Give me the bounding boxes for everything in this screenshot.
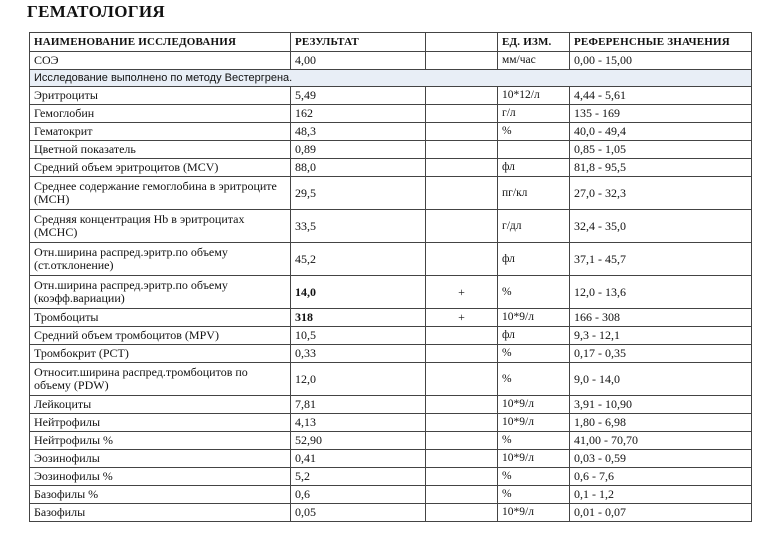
result-flag xyxy=(426,396,498,414)
test-unit: % xyxy=(498,276,570,309)
table-row xyxy=(30,504,752,522)
test-unit: % xyxy=(498,468,570,486)
reference-range: 1,80 - 6,98 xyxy=(570,414,752,432)
test-unit: 10*9/л xyxy=(498,309,570,327)
test-result: 52,90 xyxy=(291,432,426,450)
table-row xyxy=(30,105,752,123)
hematology-table xyxy=(29,32,752,522)
test-name: Отн.ширина распред.эритр.по объему (коэфф.вариации) xyxy=(30,276,291,309)
test-name: Базофилы xyxy=(30,504,291,522)
test-unit: фл xyxy=(498,243,570,276)
test-name: Средняя концентрация Hb в эритроцитах (MCHC) xyxy=(30,210,291,243)
test-result: 4,13 xyxy=(291,414,426,432)
result-flag xyxy=(426,87,498,105)
table-row xyxy=(30,276,752,309)
test-unit: % xyxy=(498,123,570,141)
test-result: 48,3 xyxy=(291,123,426,141)
reference-range: 27,0 - 32,3 xyxy=(570,177,752,210)
reference-range: 12,0 - 13,6 xyxy=(570,276,752,309)
test-name: Тромбоциты xyxy=(30,309,291,327)
test-unit: % xyxy=(498,432,570,450)
test-result: 0,41 xyxy=(291,450,426,468)
table-row xyxy=(30,345,752,363)
reference-range: 0,00 - 15,00 xyxy=(570,52,752,70)
test-name: Тромбокрит (PCT) xyxy=(30,345,291,363)
test-name: Средний объем эритроцитов (MCV) xyxy=(30,159,291,177)
test-name: Среднее содержание гемоглобина в эритроците (MCH) xyxy=(30,177,291,210)
table-row xyxy=(30,450,752,468)
result-flag xyxy=(426,432,498,450)
reference-range: 166 - 308 xyxy=(570,309,752,327)
test-result: 10,5 xyxy=(291,327,426,345)
table-row xyxy=(30,432,752,450)
result-flag xyxy=(426,123,498,141)
reference-range: 81,8 - 95,5 xyxy=(570,159,752,177)
reference-range: 0,01 - 0,07 xyxy=(570,504,752,522)
test-name: Нейтрофилы % xyxy=(30,432,291,450)
reference-range: 0,85 - 1,05 xyxy=(570,141,752,159)
method-note: Исследование выполнено по методу Вестергрена. xyxy=(30,70,752,87)
reference-range: 0,03 - 0,59 xyxy=(570,450,752,468)
result-flag xyxy=(426,177,498,210)
test-unit: г/л xyxy=(498,105,570,123)
test-name: Цветной показатель xyxy=(30,141,291,159)
test-name: Средний объем тромбоцитов (MPV) xyxy=(30,327,291,345)
reference-range: 4,44 - 5,61 xyxy=(570,87,752,105)
reference-range: 135 - 169 xyxy=(570,105,752,123)
test-name: Эритроциты xyxy=(30,87,291,105)
test-unit: % xyxy=(498,363,570,396)
reference-range: 9,3 - 12,1 xyxy=(570,327,752,345)
test-name: Базофилы % xyxy=(30,486,291,504)
table-header-row xyxy=(30,33,752,52)
table-row xyxy=(30,210,752,243)
column-header-reference: РЕФЕРЕНСНЫЕ ЗНАЧЕНИЯ xyxy=(570,33,752,52)
test-name: Гемоглобин xyxy=(30,105,291,123)
test-unit: пг/кл xyxy=(498,177,570,210)
table-row xyxy=(30,363,752,396)
test-name: Эозинофилы xyxy=(30,450,291,468)
table-row xyxy=(30,141,752,159)
test-result: 5,49 xyxy=(291,87,426,105)
test-unit: % xyxy=(498,345,570,363)
test-result: 29,5 xyxy=(291,177,426,210)
page-title: ГЕМАТОЛОГИЯ xyxy=(27,2,165,21)
reference-range: 3,91 - 10,90 xyxy=(570,396,752,414)
test-name: СОЭ xyxy=(30,52,291,70)
result-flag xyxy=(426,468,498,486)
table-row xyxy=(30,52,752,70)
result-flag xyxy=(426,345,498,363)
table-row xyxy=(30,486,752,504)
test-result: 33,5 xyxy=(291,210,426,243)
test-unit xyxy=(498,141,570,159)
reference-range: 9,0 - 14,0 xyxy=(570,363,752,396)
result-flag xyxy=(426,504,498,522)
test-result: 12,0 xyxy=(291,363,426,396)
test-unit: % xyxy=(498,486,570,504)
test-name: Нейтрофилы xyxy=(30,414,291,432)
reference-range: 0,1 - 1,2 xyxy=(570,486,752,504)
table-row xyxy=(30,414,752,432)
test-name: Относит.ширина распред.тромбоцитов по объему (PDW) xyxy=(30,363,291,396)
result-flag xyxy=(426,105,498,123)
column-header-name: НАИМЕНОВАНИЕ ИССЛЕДОВАНИЯ xyxy=(30,33,291,52)
result-flag: + xyxy=(426,309,498,327)
column-header-flag xyxy=(426,33,498,52)
table-row xyxy=(30,468,752,486)
table-row xyxy=(30,177,752,210)
test-unit: 10*12/л xyxy=(498,87,570,105)
test-result: 14,0 xyxy=(291,276,426,309)
result-flag xyxy=(426,486,498,504)
table-row xyxy=(30,159,752,177)
test-result: 4,00 xyxy=(291,52,426,70)
column-header-unit: ЕД. ИЗМ. xyxy=(498,33,570,52)
test-result: 7,81 xyxy=(291,396,426,414)
test-result: 0,89 xyxy=(291,141,426,159)
test-result: 318 xyxy=(291,309,426,327)
table-row xyxy=(30,87,752,105)
test-unit: фл xyxy=(498,327,570,345)
test-result: 5,2 xyxy=(291,468,426,486)
test-result: 162 xyxy=(291,105,426,123)
test-unit: 10*9/л xyxy=(498,414,570,432)
test-result: 0,6 xyxy=(291,486,426,504)
result-flag xyxy=(426,414,498,432)
result-flag xyxy=(426,210,498,243)
table-body xyxy=(30,52,752,522)
test-unit: 10*9/л xyxy=(498,504,570,522)
test-result: 0,33 xyxy=(291,345,426,363)
test-result: 0,05 xyxy=(291,504,426,522)
reference-range: 0,6 - 7,6 xyxy=(570,468,752,486)
result-flag xyxy=(426,141,498,159)
test-name: Эозинофилы % xyxy=(30,468,291,486)
column-header-result: РЕЗУЛЬТАТ xyxy=(291,33,426,52)
result-flag xyxy=(426,450,498,468)
result-flag xyxy=(426,52,498,70)
table-row xyxy=(30,243,752,276)
reference-range: 40,0 - 49,4 xyxy=(570,123,752,141)
test-result: 45,2 xyxy=(291,243,426,276)
test-result: 88,0 xyxy=(291,159,426,177)
test-unit: фл xyxy=(498,159,570,177)
reference-range: 41,00 - 70,70 xyxy=(570,432,752,450)
reference-range: 37,1 - 45,7 xyxy=(570,243,752,276)
table-row xyxy=(30,396,752,414)
result-flag: + xyxy=(426,276,498,309)
result-flag xyxy=(426,243,498,276)
test-name: Лейкоциты xyxy=(30,396,291,414)
test-name: Гематокрит xyxy=(30,123,291,141)
reference-range: 32,4 - 35,0 xyxy=(570,210,752,243)
test-unit: 10*9/л xyxy=(498,450,570,468)
test-unit: 10*9/л xyxy=(498,396,570,414)
test-name: Отн.ширина распред.эритр.по объему (ст.отклонение) xyxy=(30,243,291,276)
table-row xyxy=(30,327,752,345)
reference-range: 0,17 - 0,35 xyxy=(570,345,752,363)
table-row xyxy=(30,309,752,327)
test-unit: мм/час xyxy=(498,52,570,70)
table-row xyxy=(30,123,752,141)
result-flag xyxy=(426,363,498,396)
result-flag xyxy=(426,327,498,345)
method-note-row xyxy=(30,70,752,87)
test-unit: г/дл xyxy=(498,210,570,243)
result-flag xyxy=(426,159,498,177)
